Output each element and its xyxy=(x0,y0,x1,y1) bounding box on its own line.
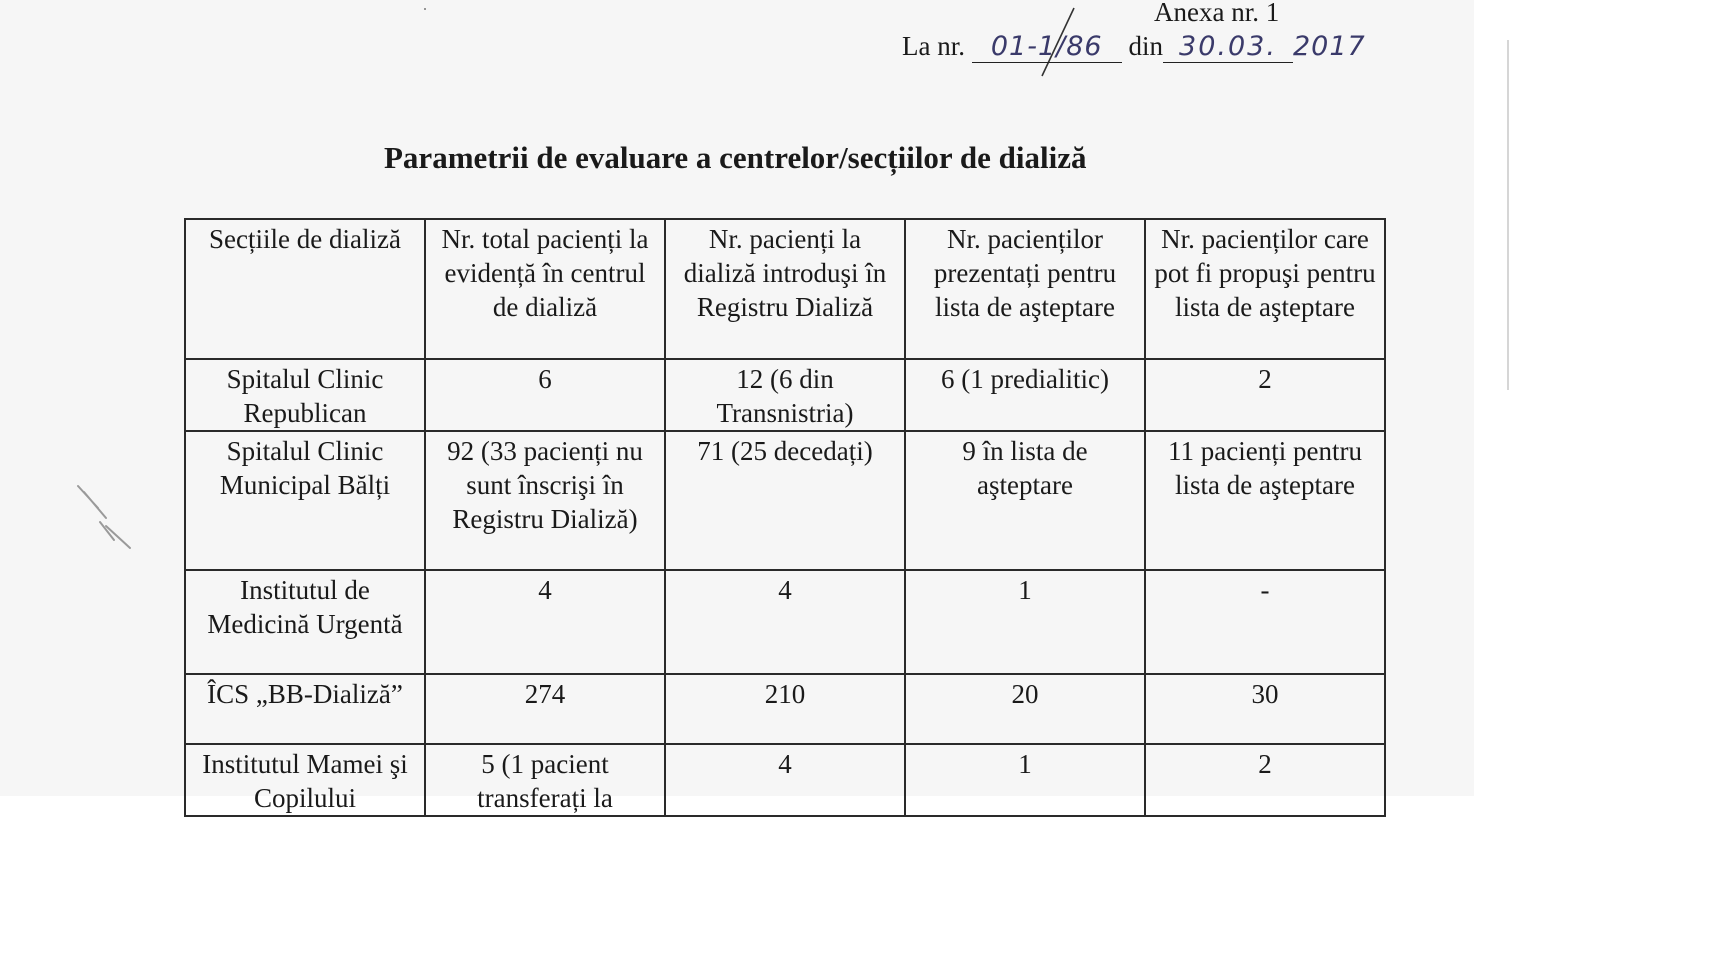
table-cell: 4 xyxy=(665,570,905,674)
header-cell: Nr. total pacienți la evidență în centrul de dializă xyxy=(425,219,665,359)
table-cell: Institutul Mamei şi Copilului xyxy=(185,744,425,816)
scan-speck xyxy=(424,8,426,10)
table-cell: 20 xyxy=(905,674,1145,744)
table-cell: 9 în lista de aşteptare xyxy=(905,431,1145,570)
reference-line xyxy=(902,28,1366,64)
header-cell: Nr. pacienți la dializă introduşi în Registru Dializă xyxy=(665,219,905,359)
table-cell: 4 xyxy=(425,570,665,674)
scan-smudge xyxy=(76,482,156,552)
table-cell: - xyxy=(1145,570,1385,674)
table-cell: 5 (1 pacient transferați la xyxy=(425,744,665,816)
table-cell: 11 pacienți pentru lista de aşteptare xyxy=(1145,431,1385,570)
table-row xyxy=(185,744,1385,816)
table-cell: 4 xyxy=(665,744,905,816)
handwritten-reference-year: 2017 xyxy=(1293,31,1366,62)
table-row xyxy=(185,359,1385,431)
dialysis-evaluation-table xyxy=(184,218,1386,817)
header-cell: Nr. pacienților prezentați pentru lista de aşteptare xyxy=(905,219,1145,359)
document-title: Parametrii de evaluare a centrelor/secțiilor de dializă xyxy=(384,140,1087,175)
header-cell: Nr. pacienților care pot fi propuşi pentru lista de aşteptare xyxy=(1145,219,1385,359)
table-header-row xyxy=(185,219,1385,359)
table-cell: 92 (33 pacienți nu sunt înscrişi în Registru Dializă) xyxy=(425,431,665,570)
table-cell: 210 xyxy=(665,674,905,744)
table-cell: 71 (25 decedați) xyxy=(665,431,905,570)
table-cell: 274 xyxy=(425,674,665,744)
table-cell: Institutul de Medicină Urgentă xyxy=(185,570,425,674)
table-row xyxy=(185,431,1385,570)
handwritten-reference-number: 01-1/86 xyxy=(972,32,1122,63)
table-cell: 1 xyxy=(905,570,1145,674)
table-cell: 6 xyxy=(425,359,665,431)
table-cell: ÎCS „BB-Dializă” xyxy=(185,674,425,744)
table-cell: 2 xyxy=(1145,359,1385,431)
table-cell: 12 (6 din Transnistria) xyxy=(665,359,905,431)
table-cell: 1 xyxy=(905,744,1145,816)
table-row xyxy=(185,570,1385,674)
header-cell: Secțiile de dializă xyxy=(185,219,425,359)
table-cell: 30 xyxy=(1145,674,1385,744)
annex-label: Anexa nr. 1 xyxy=(1154,0,1280,27)
date-prefix: din xyxy=(1128,31,1163,61)
table-row xyxy=(185,674,1385,744)
table-cell: Spitalul Clinic Municipal Bălți xyxy=(185,431,425,570)
table-cell: 6 (1 predialitic) xyxy=(905,359,1145,431)
table-cell: 2 xyxy=(1145,744,1385,816)
scanner-edge-line xyxy=(1507,40,1509,390)
handwritten-reference-date: 30.03. xyxy=(1163,32,1293,63)
reference-prefix: La nr. xyxy=(902,31,965,61)
table-cell: Spitalul Clinic Republican xyxy=(185,359,425,431)
